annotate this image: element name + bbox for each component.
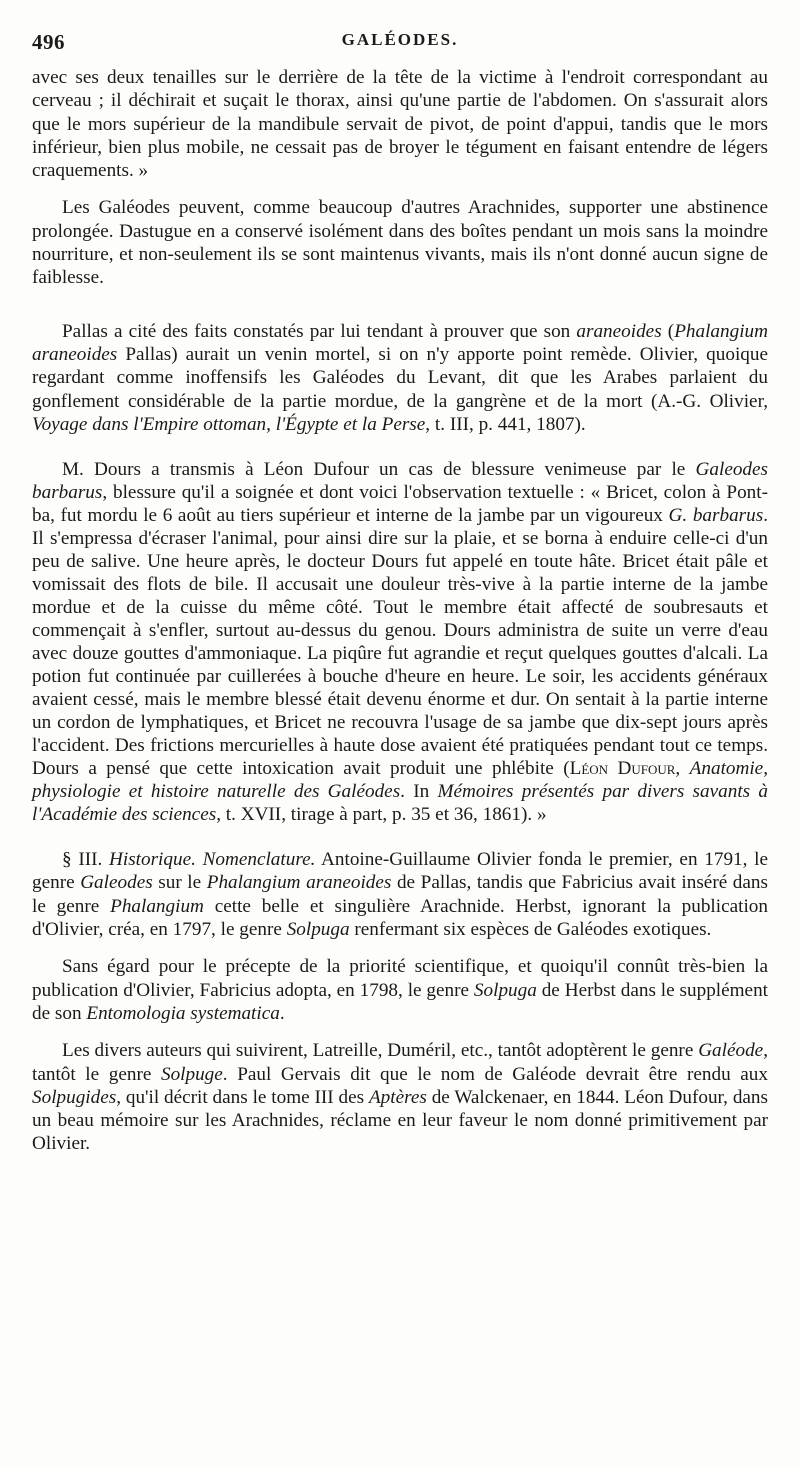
text-run: . Paul Gervais dit que le nom de Galéode devrait être rendu aux xyxy=(222,1063,768,1085)
text-run: de Pallas, tandis que Fabricius avait inséré dans le genre xyxy=(32,872,768,917)
text-run: cette belle et singulière Arachnide. Herbst, ignorant la publication d'Olivier, créa, en 1797, le genre xyxy=(32,895,768,941)
paragraph-fabricius xyxy=(32,955,768,1025)
italic-run: Galéode xyxy=(698,1040,764,1062)
paragraph-pallas xyxy=(32,320,768,436)
text-run: Pallas) aurait un venin mortel, si on n'y apporte point remède. Olivier, quoique regardant comme inoffensifs les Galéodes du Levant, dit que les Arabes parlaient du gonflement considérable de la partie mordue, de la gangrène et de la mort (A.-G. Olivier, xyxy=(32,343,768,412)
italic-run: Mémoires présentés par divers savants à l'Académie des sciences xyxy=(32,781,768,826)
running-title: GALÉODES. xyxy=(341,30,459,49)
page-number: 496 xyxy=(32,30,65,54)
text-run: Sans égard pour le précepte de la priorité scientifique, et quoiqu'il connût très-bien la publication d'Olivier, Fabricius adopta, en 1798, le genre xyxy=(32,956,768,1001)
paragraph-abstinence xyxy=(32,196,768,289)
italic-run: Voyage dans l'Empire ottoman, l'Égypte et la Perse xyxy=(32,413,426,435)
italic-run: Solpuge xyxy=(160,1063,223,1085)
italic-run: Entomologia systematica xyxy=(86,1002,280,1024)
text-run: . Il s'empressa d'écraser l'animal, pour ainsi dire sur la plaie, et se borna à enduire celle-ci d'un peu de salive. Une heure après, le docteur Dours fut appelé en toute hâte. Bricet était pâle et vomissait des flots de bile. Il accusait une douleur très-vive à la partie interne de la jambe mordue et de la cuisse du même côté. Tout le membre était affecté de soubresauts et commençait à s'enfler, surtout au-dessus du genou. Dours administra de suite un verre d'eau avec douze gouttes d'ammoniaque. La piqûre fut agrandie et reçut quelques gouttes d'alcali. La potion fut continuée par cuillerées à bouche d'heure en heure. Le soir, les accidents généraux avaient cessé, mais le membre blessé était devenu énorme et dur. On sentait à la partie interne un cordon de lymphatiques, et Bricet ne recouvra l'usage de sa jambe que dix-sept jours après l'accident. Des frictions mercurielles à haute dose avaient été pratiquées pendant tout ce temps. Dours a pensé que cette intoxication avait produit une phlébite ( xyxy=(32,505,768,780)
text-run: de Walckenaer, en 1844. Léon Dufour, dans un beau mémoire sur les Arachnides, réclame en leur faveur le nom donné primitivement par Olivier. xyxy=(32,1086,768,1155)
text-run: , tantôt le genre xyxy=(32,1040,768,1085)
text-run: Antoine-Guillaume Olivier fonda le premier, en 1791, le genre xyxy=(32,849,768,894)
italic-run: Historique. Nomenclature. xyxy=(109,849,316,871)
italic-run: Phalangium xyxy=(110,895,204,917)
text-run: sur le xyxy=(152,872,207,894)
text-run: , t. III, p. 441, 1807). xyxy=(425,413,586,435)
italic-run: Solpugides xyxy=(32,1086,117,1108)
text-run: M. Dours a transmis à Léon Dufour un cas de blessure venimeuse par le xyxy=(62,459,696,481)
page-header xyxy=(32,30,768,58)
text-run: Les divers auteurs qui suivirent, Latreille, Duméril, etc., tantôt adoptèrent le genre xyxy=(62,1040,699,1062)
paragraph-dours-case xyxy=(32,458,768,826)
text-run: , blessure qu'il a soignée et dont voici l'observation textuelle : « Bricet, colon à Pont-ba, fut mordu le 6 août au tiers supérieur et interne de la jambe par un vigoureux xyxy=(32,482,768,527)
italic-run: G. barbarus xyxy=(668,505,764,527)
italic-run: Phalangium araneoides xyxy=(206,872,392,894)
text-run: § III. xyxy=(62,849,109,871)
text-run: ( xyxy=(661,320,675,342)
text-run: Pallas a cité des faits constatés par lui tendant à prouver que son xyxy=(62,320,577,342)
text-run: Les Galéodes peuvent, comme beaucoup d'autres Arachnides, supporter une abstinence prolongée. Dastugue en a conservé isolément dans des boîtes pendant un mois sans la moindre nourriture, et non-seulement ils se sont maintenus vivants, mais ils n'ont donné aucun signe de faiblesse. xyxy=(32,197,768,289)
paragraph-continuation xyxy=(32,66,768,182)
italic-run: araneoides xyxy=(576,320,662,342)
paragraph-later-authors xyxy=(32,1039,768,1155)
small-caps-run: Léon Dufour xyxy=(569,758,676,780)
text-run: avec ses deux tenailles sur le derrière de la tête de la victime à l'endroit correspondant au cerveau ; il déchirait et suçait le thorax, ainsi qu'une partie de l'abdomen. On s'assurait alors que le mors supérieur de la mandibule servait de pivot, de point d'appui, tandis que le mors inférieur, bien plus mobile, ne cessait pas de broyer le tégument en faisant entendre de légers craquements. » xyxy=(32,67,768,182)
page-body xyxy=(32,66,768,1156)
text-run: renfermant six espèces de Galéodes exotiques. xyxy=(349,919,712,941)
italic-run: Galeodes barbarus xyxy=(32,459,768,504)
paragraph-historique xyxy=(32,848,768,941)
italic-run: Anatomie, physiologie et histoire naturelle des Galéodes xyxy=(32,758,768,803)
text-run: . In xyxy=(400,781,438,803)
italic-run: Phalangium araneoides xyxy=(32,320,768,365)
italic-run: Solpuga xyxy=(473,979,537,1001)
text-run: . xyxy=(279,1002,285,1024)
text-run: , qu'il décrit dans le tome III des xyxy=(116,1086,369,1108)
italic-run: Galeodes xyxy=(80,872,153,894)
text-run: , xyxy=(675,758,690,780)
text-run: de Herbst dans le supplément de son xyxy=(32,979,768,1024)
text-run: , t. XVII, tirage à part, p. 35 et 36, 1861). » xyxy=(216,804,547,826)
italic-run: Aptères xyxy=(368,1086,427,1108)
italic-run: Solpuga xyxy=(286,919,350,941)
